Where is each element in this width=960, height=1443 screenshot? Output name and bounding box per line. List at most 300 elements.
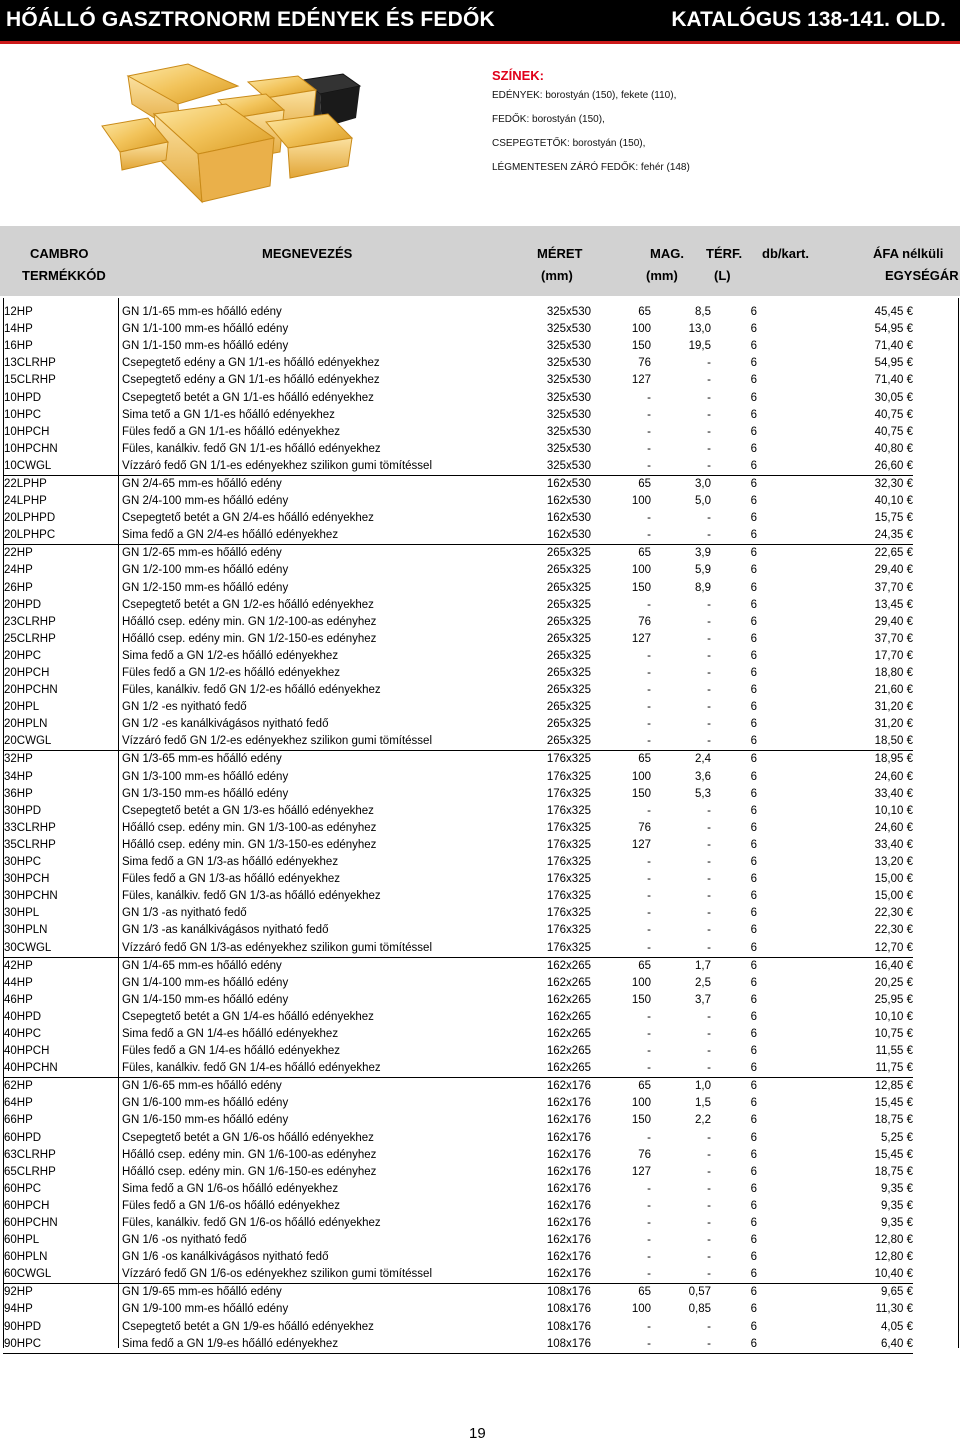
product-code: 60HPL <box>4 1234 40 1247</box>
unit-price: 9,35 € <box>881 1217 913 1230</box>
size: 176x325 <box>546 941 591 954</box>
table-row <box>3 733 913 751</box>
height: - <box>647 941 651 954</box>
height: - <box>647 718 651 731</box>
volume: 5,9 <box>695 564 711 577</box>
product-code: 30CWGL <box>4 941 52 954</box>
size: 325x530 <box>546 340 591 353</box>
product-name: GN 1/1-65 mm-es hőálló edény <box>122 306 282 319</box>
volume: - <box>707 1320 711 1333</box>
height: - <box>647 1217 651 1230</box>
product-name: Vízzáró fedő GN 1/1-es edényekhez szilikon gumi tömítéssel <box>122 459 433 472</box>
volume: - <box>707 357 711 370</box>
product-code: 62HP <box>3 1078 118 1096</box>
height: - <box>647 1234 651 1247</box>
unit-price: 22,65 € <box>757 545 913 563</box>
product-name: Hőálló csep. edény min. GN 1/6-150-es edényhez <box>122 1165 377 1178</box>
table-row <box>3 905 913 922</box>
product-name: GN 1/6 -os nyitható fedő <box>122 1234 247 1247</box>
height: 150 <box>631 340 651 353</box>
height: 100 <box>631 1303 651 1316</box>
product-name: Füles fedő a GN 1/4-es hőálló edényekhez <box>122 1045 340 1058</box>
product-code: 16HP <box>4 340 33 353</box>
height: - <box>647 804 651 817</box>
size: 162x176 <box>546 1251 591 1264</box>
table-row <box>3 1284 913 1302</box>
table-row <box>3 458 913 476</box>
height: - <box>647 1320 651 1333</box>
unit-price: 26,60 € <box>874 459 913 472</box>
table-row <box>3 1319 913 1336</box>
table-row <box>3 424 913 441</box>
volume: - <box>707 1045 711 1058</box>
height: 76 <box>638 821 651 834</box>
height: 65 <box>591 751 651 769</box>
volume: - <box>707 701 711 714</box>
product-code: 20LPHPD <box>4 512 56 525</box>
product-code: 90HPC <box>3 1336 118 1354</box>
table-row <box>3 441 913 458</box>
unit-price: 24,60 € <box>874 821 913 834</box>
product-code: 66HP <box>4 1114 33 1127</box>
product-code: 24HP <box>4 564 33 577</box>
table-row <box>3 854 913 871</box>
product-name: GN 1/4-150 mm-es hőálló edény <box>122 993 289 1006</box>
volume: 13,0 <box>688 323 711 336</box>
size: 176x325 <box>546 838 591 851</box>
volume: - <box>707 442 711 455</box>
table-row <box>3 545 913 563</box>
volume: 2,2 <box>695 1114 711 1127</box>
col-height-unit: (mm) <box>646 268 678 283</box>
product-code: 34HP <box>4 770 33 783</box>
volume: 5,0 <box>695 495 711 508</box>
product-code: 60HPD <box>4 1131 42 1144</box>
product-code: 35CLRHP <box>4 838 56 851</box>
volume: - <box>651 1336 711 1354</box>
unit-price: 9,35 € <box>881 1182 913 1195</box>
height: 127 <box>631 374 651 387</box>
pack-quantity: 6 <box>750 512 757 525</box>
product-name: Sima fedő a GN 1/2-es hőálló edényekhez <box>122 649 339 662</box>
volume: 1,5 <box>695 1097 711 1110</box>
height: 100 <box>631 770 651 783</box>
size: 162x265 <box>546 1027 591 1040</box>
product-code: 60CWGL <box>4 1268 52 1281</box>
product-name: GN 1/4-100 mm-es hőálló edény <box>122 976 289 989</box>
pack-quantity: 6 <box>750 667 757 680</box>
volume: - <box>707 684 711 697</box>
height: - <box>647 512 651 525</box>
product-code: 25CLRHP <box>4 632 56 645</box>
pack-quantity: 6 <box>750 391 757 404</box>
unit-price: 13,20 € <box>874 856 913 869</box>
pack-quantity: 6 <box>750 941 757 954</box>
product-name: Füles, kanálkiv. fedő GN 1/4-es hőálló edényekhez <box>122 1062 381 1075</box>
product-code: 24LPHP <box>4 495 47 508</box>
unit-price: 17,70 € <box>874 649 913 662</box>
table-row <box>3 338 913 355</box>
size: 162x176 <box>546 1268 591 1281</box>
height: 65 <box>591 957 651 975</box>
product-name: GN 1/2 -es nyitható fedő <box>122 701 247 714</box>
volume: - <box>707 425 711 438</box>
size: 265x325 <box>546 684 591 697</box>
product-code: 60HPLN <box>4 1251 48 1264</box>
size: 162x530 <box>546 529 591 542</box>
product-name: Csepegtető betét a GN 1/2-es hőálló edényekhez <box>122 598 374 611</box>
product-name: GN 1/3 -as kanálkivágásos nyitható fedő <box>122 924 329 937</box>
volume: - <box>707 512 711 525</box>
table-row <box>3 1130 913 1147</box>
pack-quantity: 6 <box>750 701 757 714</box>
height: - <box>647 1182 651 1195</box>
unit-price: 31,20 € <box>874 718 913 731</box>
colors-box <box>492 68 690 185</box>
size: 325x530 <box>546 374 591 387</box>
product-name: GN 1/6 -os kanálkivágásos nyitható fedő <box>122 1251 329 1264</box>
height: - <box>647 735 651 748</box>
height: 65 <box>591 1284 651 1302</box>
unit-price: 71,40 € <box>874 340 913 353</box>
table-row <box>3 992 913 1009</box>
product-code: 36HP <box>4 787 33 800</box>
size: 162x265 <box>546 976 591 989</box>
height: 150 <box>631 787 651 800</box>
size: 265x325 <box>546 598 591 611</box>
catalog-reference: KATALÓGUS 138-141. OLD. <box>671 8 946 31</box>
volume: - <box>707 924 711 937</box>
unit-price: 54,95 € <box>874 323 913 336</box>
size: 108x176 <box>459 1284 591 1302</box>
product-name: GN 1/2 -es kanálkivágásos nyitható fedő <box>122 718 329 731</box>
unit-price: 18,95 € <box>757 751 913 769</box>
product-name: GN 1/9-65 mm-es hőálló edény <box>118 1284 459 1302</box>
table-row <box>3 407 913 424</box>
height: - <box>647 667 651 680</box>
product-code: 20HPL <box>4 701 40 714</box>
product-code: 20HPD <box>4 598 42 611</box>
volume: - <box>707 1199 711 1212</box>
size: 162x265 <box>546 1062 591 1075</box>
pack-quantity: 6 <box>750 374 757 387</box>
product-code: 10HPCHN <box>4 442 58 455</box>
product-name: Füles fedő a GN 1/2-es hőálló edényekhez <box>122 667 340 680</box>
product-name: Csepegtető edény a GN 1/1-es hőálló edényekhez <box>122 374 380 387</box>
size: 162x265 <box>546 1045 591 1058</box>
table-row <box>3 631 913 648</box>
col-size-unit: (mm) <box>541 268 573 283</box>
product-name: Füles fedő a GN 1/1-es hőálló edényekhez <box>122 425 340 438</box>
unit-price: 33,40 € <box>874 787 913 800</box>
product-code: 22LPHP <box>3 475 118 493</box>
size: 176x325 <box>459 751 591 769</box>
unit-price: 11,30 € <box>875 1303 913 1316</box>
size: 265x325 <box>546 581 591 594</box>
volume: - <box>707 718 711 731</box>
product-code: 33CLRHP <box>4 821 56 834</box>
product-code: 20HPC <box>4 649 42 662</box>
pack-quantity: 6 <box>750 632 757 645</box>
volume: 2,4 <box>651 751 711 769</box>
volume: 2,5 <box>695 976 711 989</box>
product-name: Vízzáró fedő GN 1/2-es edényekhez szilikon gumi tömítéssel <box>122 735 433 748</box>
product-name: Sima fedő a GN 1/4-es hőálló edényekhez <box>122 1027 339 1040</box>
size: 265x325 <box>546 667 591 680</box>
table-row <box>3 837 913 854</box>
product-code: 15CLRHP <box>4 374 56 387</box>
product-name: GN 1/2-150 mm-es hőálló edény <box>122 581 289 594</box>
volume: - <box>707 1062 711 1075</box>
product-code: 30HPC <box>4 856 42 869</box>
product-name: Csepegtető betét a GN 1/1-es hőálló edényekhez <box>122 391 374 404</box>
volume: - <box>707 1148 711 1161</box>
price-table <box>3 304 913 1354</box>
colors-line: EDÉNYEK: borostyán (150), fekete (110), <box>492 90 677 101</box>
product-name: GN 1/3-150 mm-es hőálló edény <box>122 787 289 800</box>
pack-quantity: 6 <box>750 1114 757 1127</box>
pack-quantity: 6 <box>750 581 757 594</box>
height: 65 <box>591 475 651 493</box>
unit-price: 22,30 € <box>874 907 913 920</box>
pack-quantity: 6 <box>711 1078 757 1096</box>
size: 176x325 <box>546 856 591 869</box>
product-name: Csepegtető betét a GN 1/4-es hőálló edényekhez <box>122 1010 374 1023</box>
product-code: 22HP <box>3 545 118 563</box>
pack-quantity: 6 <box>750 787 757 800</box>
product-code: 60HPCHN <box>4 1217 58 1230</box>
unit-price: 12,80 € <box>874 1234 913 1247</box>
product-code: 20HPCH <box>4 667 50 680</box>
product-code: 10CWGL <box>4 459 52 472</box>
pack-quantity: 6 <box>750 1027 757 1040</box>
volume: 3,9 <box>651 545 711 563</box>
unit-price: 25,95 € <box>874 993 913 1006</box>
size: 265x325 <box>546 718 591 731</box>
product-name: GN 1/2-100 mm-es hőálló edény <box>122 564 289 577</box>
product-name: Sima tető a GN 1/1-es hőálló edényekhez <box>122 408 335 421</box>
product-name: Csepegtető edény a GN 1/1-es hőálló edényekhez <box>122 357 380 370</box>
unit-price: 13,45 € <box>874 598 913 611</box>
volume: - <box>707 804 711 817</box>
unit-price: 54,95 € <box>874 357 913 370</box>
pack-quantity: 6 <box>750 907 757 920</box>
product-name: Sima fedő a GN 2/4-es hőálló edényekhez <box>122 529 339 542</box>
unit-price: 22,30 € <box>874 924 913 937</box>
size: 162x176 <box>546 1199 591 1212</box>
product-code: 30HPLN <box>4 924 48 937</box>
unit-price: 18,75 € <box>874 1114 913 1127</box>
pack-quantity: 6 <box>750 1182 757 1195</box>
pack-quantity: 6 <box>750 735 757 748</box>
volume: - <box>707 598 711 611</box>
table-row <box>3 716 913 733</box>
table-row <box>3 922 913 939</box>
pack-quantity: 6 <box>750 1062 757 1075</box>
product-code: 40HPD <box>4 1010 42 1023</box>
volume: - <box>707 873 711 886</box>
unit-price: 37,70 € <box>874 632 913 645</box>
table-row <box>3 699 913 716</box>
unit-price: 9,65 € <box>757 1284 913 1302</box>
volume: 1,7 <box>651 957 711 975</box>
size: 162x530 <box>459 475 591 493</box>
unit-price: 4,05 € <box>881 1320 913 1333</box>
unit-price: 15,00 € <box>874 890 913 903</box>
height: 65 <box>591 1078 651 1096</box>
size: 162x265 <box>459 957 591 975</box>
product-name: Hőálló csep. edény min. GN 1/6-100-as edényhez <box>122 1148 377 1161</box>
product-code: 14HP <box>4 323 33 336</box>
height: - <box>647 924 651 937</box>
unit-price: 31,20 € <box>874 701 913 714</box>
table-row <box>3 751 913 769</box>
height: 100 <box>631 323 651 336</box>
product-name: Hőálló csep. edény min. GN 1/3-150-es edényhez <box>122 838 377 851</box>
table-header <box>0 226 960 296</box>
size: 162x176 <box>546 1217 591 1230</box>
pack-quantity: 6 <box>750 821 757 834</box>
colors-line: FEDŐK: borostyán (150), <box>492 114 605 125</box>
product-name: GN 1/6-65 mm-es hőálló edény <box>118 1078 459 1096</box>
col-pack-header: db/kart. <box>762 246 809 261</box>
height: - <box>647 1199 651 1212</box>
table-row <box>3 321 913 338</box>
pack-quantity: 6 <box>750 993 757 1006</box>
pack-quantity: 6 <box>750 1148 757 1161</box>
volume: - <box>707 838 711 851</box>
unit-price: 24,60 € <box>874 770 913 783</box>
size: 265x325 <box>459 545 591 563</box>
col-price-header-2: EGYSÉGÁR <box>885 268 959 283</box>
product-name: Füles, kanálkiv. fedő GN 1/2-es hőálló edényekhez <box>122 684 381 697</box>
height: 76 <box>638 1148 651 1161</box>
height: - <box>647 1045 651 1058</box>
unit-price: 71,40 € <box>874 374 913 387</box>
product-code: 63CLRHP <box>4 1148 56 1161</box>
pack-quantity: 6 <box>711 545 757 563</box>
product-code: 12HP <box>4 306 33 319</box>
size: 265x325 <box>546 564 591 577</box>
product-name: Hőálló csep. edény min. GN 1/3-100-as edényhez <box>122 821 377 834</box>
height: 76 <box>638 615 651 628</box>
product-name: Füles fedő a GN 1/3-as hőálló edényekhez <box>122 873 340 886</box>
unit-price: 10,10 € <box>874 1010 913 1023</box>
height: - <box>647 649 651 662</box>
height: - <box>647 1010 651 1023</box>
colors-title: SZÍNEK: <box>492 68 544 83</box>
height: - <box>647 598 651 611</box>
unit-price: 29,40 € <box>874 615 913 628</box>
product-code: 40HPCH <box>4 1045 50 1058</box>
pack-quantity: 6 <box>750 495 757 508</box>
size: 108x176 <box>546 1303 591 1316</box>
table-row <box>3 372 913 389</box>
unit-price: 11,75 € <box>875 1062 913 1075</box>
table-row <box>3 1198 913 1215</box>
unit-price: 5,25 € <box>881 1131 913 1144</box>
unit-price: 29,40 € <box>874 564 913 577</box>
size: 176x325 <box>546 770 591 783</box>
product-photo <box>98 56 370 208</box>
height: - <box>647 907 651 920</box>
size: 325x530 <box>546 425 591 438</box>
pack-quantity: 6 <box>750 1165 757 1178</box>
product-code: 20CWGL <box>4 735 52 748</box>
pack-quantity: 6 <box>750 1268 757 1281</box>
product-code: 92HP <box>3 1284 118 1302</box>
height: - <box>647 408 651 421</box>
unit-price: 11,55 € <box>875 1045 913 1058</box>
table-row <box>3 888 913 905</box>
volume: - <box>707 907 711 920</box>
table-row <box>3 1060 913 1078</box>
size: 265x325 <box>546 735 591 748</box>
product-code: 20HPLN <box>4 718 48 731</box>
height: - <box>647 1027 651 1040</box>
height: 127 <box>631 632 651 645</box>
volume: 1,0 <box>651 1078 711 1096</box>
product-name: GN 1/9-100 mm-es hőálló edény <box>122 1303 289 1316</box>
table-row <box>3 355 913 372</box>
table-row <box>3 562 913 579</box>
volume: 5,3 <box>695 787 711 800</box>
size: 162x176 <box>546 1114 591 1127</box>
volume: - <box>707 856 711 869</box>
table-row <box>3 1266 913 1284</box>
product-name: Hőálló csep. edény min. GN 1/2-100-as edényhez <box>122 615 377 628</box>
pack-quantity: 6 <box>750 1234 757 1247</box>
size: 162x530 <box>546 512 591 525</box>
colors-line: LÉGMENTESEN ZÁRÓ FEDŐK: fehér (148) <box>492 162 690 173</box>
height: - <box>591 1336 651 1354</box>
col-code-header: CAMBRO <box>30 246 89 261</box>
product-code: 90HPD <box>4 1320 42 1333</box>
pack-quantity: 6 <box>711 751 757 769</box>
product-code: 10HPD <box>4 391 42 404</box>
volume: - <box>707 941 711 954</box>
product-name: GN 1/6-150 mm-es hőálló edény <box>122 1114 289 1127</box>
col-name-header: MEGNEVEZÉS <box>262 246 353 261</box>
unit-price: 15,00 € <box>874 873 913 886</box>
height: - <box>647 856 651 869</box>
height: 100 <box>631 564 651 577</box>
size: 325x530 <box>546 306 591 319</box>
table-row <box>3 1147 913 1164</box>
product-code: 10HPC <box>4 408 42 421</box>
col-code-header-2: TERMÉKKÓD <box>22 268 106 283</box>
height: - <box>647 701 651 714</box>
unit-price: 20,25 € <box>874 976 913 989</box>
table-row <box>3 1043 913 1060</box>
volume: - <box>707 1268 711 1281</box>
product-name: Csepegtető betét a GN 2/4-es hőálló edényekhez <box>122 512 374 525</box>
volume: - <box>707 391 711 404</box>
volume: - <box>707 374 711 387</box>
height: 100 <box>631 1097 651 1110</box>
product-code: 94HP <box>4 1303 33 1316</box>
table-row <box>3 580 913 597</box>
size: 265x325 <box>546 632 591 645</box>
unit-price: 15,45 € <box>874 1148 913 1161</box>
pack-quantity: 6 <box>750 1217 757 1230</box>
volume: 0,85 <box>688 1303 711 1316</box>
height: 150 <box>631 1114 651 1127</box>
pack-quantity: 6 <box>711 475 757 493</box>
size: 325x530 <box>546 357 591 370</box>
volume: - <box>707 1217 711 1230</box>
pack-quantity: 6 <box>750 1251 757 1264</box>
